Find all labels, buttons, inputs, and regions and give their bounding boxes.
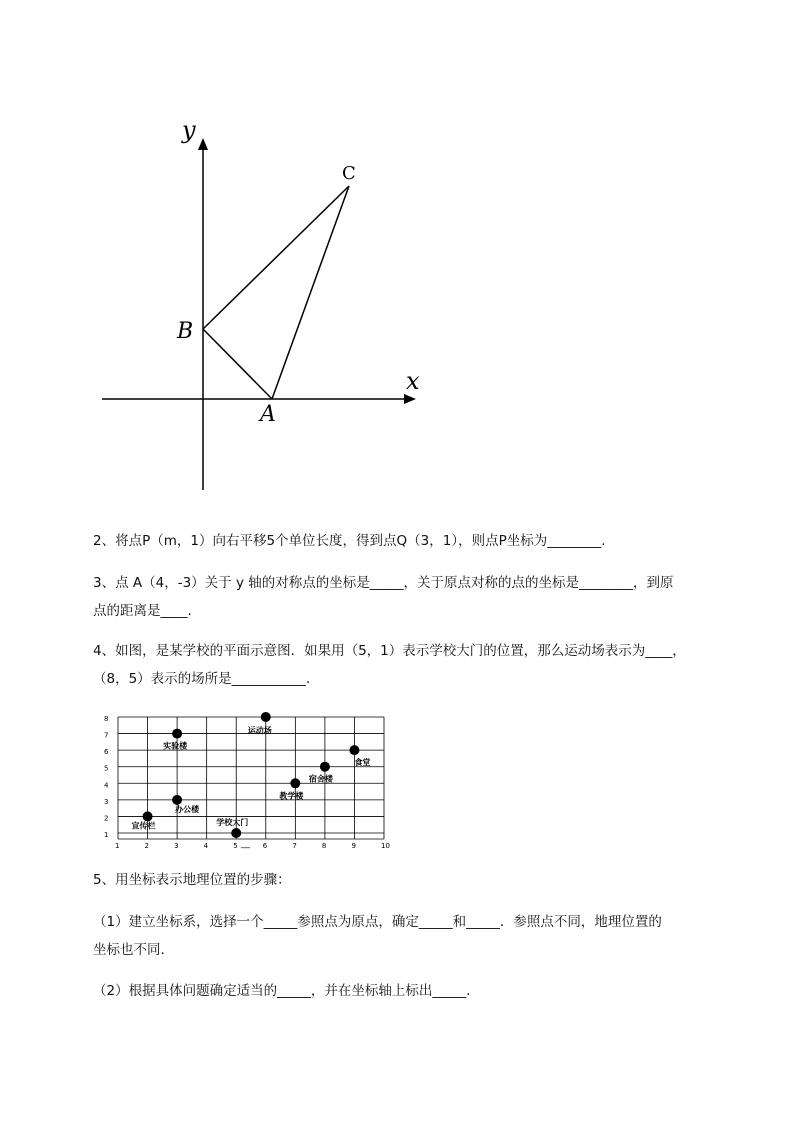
place-label: 教学楼 (279, 791, 304, 801)
x-axis-arrow (404, 394, 416, 404)
question-5-step-2 (93, 977, 470, 1005)
place-label: 宿舍楼 (308, 774, 333, 784)
x-axis-label: x (406, 367, 420, 395)
segment-bc (203, 186, 349, 329)
place-dot (172, 729, 182, 739)
gate-blank-mark: __ (241, 839, 250, 849)
place-label: 运动场 (247, 726, 272, 735)
question-4-line-2: （8，5）表示的场所是___________. (93, 671, 311, 687)
question-2 (93, 527, 606, 555)
place-dot (349, 745, 359, 755)
x-tick-label: 3 (174, 842, 179, 850)
x-tick-label: 4 (203, 842, 209, 850)
place-label: 办公楼 (175, 804, 200, 814)
y-tick-label: 5 (104, 764, 109, 773)
y-tick-label: 2 (104, 814, 109, 823)
y-axis-label: y (182, 116, 196, 144)
point-a-label: A (260, 402, 276, 427)
question-3-line-1: 3、点 A（4，-3）关于 y 轴的对称点的坐标是_____，关于原点对称的点的坐标是________，到原 (93, 575, 674, 591)
segment-ab (203, 329, 272, 399)
place-dot (231, 828, 241, 838)
y-tick-label: 3 (104, 797, 109, 806)
place-dot (320, 762, 330, 772)
x-tick-label: 8 (321, 842, 327, 850)
question-2-text: 2、将点P（m，1）向右平移5个单位长度，得到点Q（3，1），则点P坐标为________. (93, 533, 606, 549)
x-tick-label: 5 (233, 842, 238, 850)
x-tick-label: 1 (115, 842, 120, 850)
triangle-figure (90, 110, 430, 500)
question-5-title-text: 5、用坐标表示地理位置的步骤： (93, 872, 291, 888)
school-map-figure (100, 708, 400, 856)
x-tick-label: 10 (381, 842, 390, 850)
y-tick-label: 4 (104, 781, 109, 790)
place-label: 实验楼 (163, 741, 188, 751)
y-tick-label: 7 (104, 731, 109, 740)
x-tick-label: 2 (144, 842, 150, 850)
y-tick-label: 8 (104, 715, 109, 723)
x-tick-label: 6 (262, 842, 268, 850)
point-c-label: C (342, 163, 356, 184)
place-dot (143, 811, 153, 821)
question-5-title (93, 866, 291, 894)
question-5-step-2-text: （2）根据具体问题确定适当的_____，并在坐标轴上标出_____. (93, 983, 471, 999)
point-b-label: B (177, 319, 194, 344)
place-label: 食堂 (354, 758, 371, 768)
x-tick-label: 7 (292, 842, 297, 850)
map-grid (118, 717, 384, 839)
question-3-line-2: 点的距离是____. (93, 603, 192, 619)
place-label: 学校大门 (216, 818, 249, 827)
segment-ca (272, 186, 349, 399)
place-dot (261, 712, 271, 722)
question-4 (93, 637, 686, 693)
y-tick-label: 6 (104, 748, 109, 757)
place-label: 宣传栏 (131, 821, 156, 831)
y-axis-arrow (198, 138, 208, 150)
x-tick-label: 9 (351, 842, 356, 850)
y-tick-label: 1 (104, 831, 109, 839)
place-dot (172, 795, 182, 805)
question-4-line-1: 4、如图，是某学校的平面示意图．如果用（5，1）表示学校大门的位置，那么运动场表示为____， (93, 643, 686, 659)
map-places (132, 712, 371, 838)
question-5-step-1 (93, 908, 662, 964)
question-5-step-1-line-2: 坐标也不同． (93, 942, 174, 958)
question-3 (93, 569, 674, 625)
question-5-step-1-line-1: （1）建立坐标系，选择一个_____参照点为原点，确定_____和_____．参照点不同，地理位置的 (93, 914, 662, 930)
place-dot (290, 778, 300, 788)
